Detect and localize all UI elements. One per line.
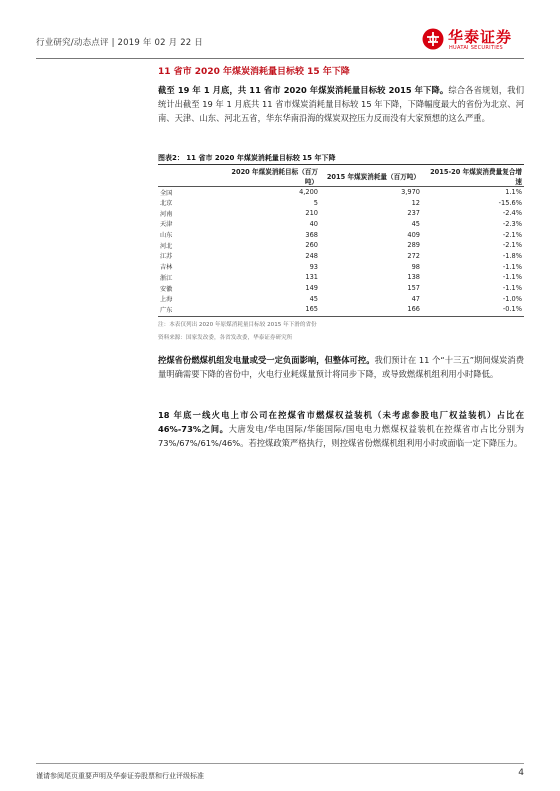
cell-target: 368 [305, 230, 318, 239]
cell-consumption: 289 [407, 241, 420, 250]
table-source: 资料来源：国家发改委，各省发改委，华泰证券研究所 [158, 335, 293, 341]
cell-target: 45 [309, 294, 318, 303]
cell-region: 全国 [160, 189, 173, 197]
paragraph-3-lead: 18 年底一线火电上市公司在控煤省市燃煤权益装机（未考虑参股电厂权益装机）占比在 46%-73%之间。 [158, 410, 524, 434]
cell-consumption: 3,970 [401, 188, 420, 197]
table-row [158, 197, 524, 208]
cell-consumption: 272 [407, 251, 420, 260]
col-header-cagr: 2015-20 年煤炭消费量复合增速 [422, 166, 524, 187]
cell-consumption: 98 [411, 262, 420, 271]
cell-consumption: 237 [407, 209, 420, 218]
cell-target: 131 [305, 273, 318, 282]
paragraph-1 [158, 83, 524, 125]
cell-target: 4,200 [299, 188, 318, 197]
header-divider [36, 58, 524, 59]
cell-cagr: -2.1% [502, 230, 522, 239]
paragraph-2-body: 我们预计在 11 个“十三五”期间煤炭消费量明确需要下降的省份中，火电行业耗煤量预计将同步下降，或导致燃煤机组利用小时降低。 [158, 355, 524, 379]
cell-target: 5 [313, 198, 318, 207]
cell-cagr: -1.1% [502, 273, 522, 282]
col-header-region [158, 166, 220, 187]
paragraph-2 [158, 353, 524, 381]
table-row [158, 208, 524, 219]
cell-cagr: -15.6% [498, 198, 522, 207]
figure-caption: 图表2： 11 省市 2020 年煤炭消耗量目标较 15 年下降 [158, 154, 336, 162]
table-body [158, 187, 524, 315]
table-note: 注：本表仅列出 2020 年原煤消耗量目标较 2015 年下滑的省份 [158, 322, 317, 328]
cell-region: 北京 [160, 200, 173, 208]
cell-cagr: -1.0% [502, 294, 522, 303]
footer-disclaimer: 谨请参阅尾页重要声明及华泰证券股票和行业评级标准 [36, 772, 204, 780]
col-header-2015-consumption: 2015 年煤炭消耗量（百万吨） [320, 166, 422, 187]
footer-divider [36, 763, 524, 764]
cell-cagr: -0.1% [502, 305, 522, 314]
cell-target: 248 [305, 251, 318, 260]
cell-consumption: 45 [411, 219, 420, 228]
table-top-rule [158, 164, 524, 165]
cell-consumption: 47 [411, 294, 420, 303]
paragraph-3 [158, 408, 524, 450]
cell-consumption: 138 [407, 273, 420, 282]
cell-target: 93 [309, 262, 318, 271]
cell-cagr: -1.8% [502, 251, 522, 260]
cell-region: 河南 [160, 210, 173, 218]
table-row [158, 283, 524, 294]
table-row [158, 229, 524, 240]
cell-consumption: 12 [411, 198, 420, 207]
table-row [158, 272, 524, 283]
cell-consumption: 409 [407, 230, 420, 239]
cell-target: 210 [305, 209, 318, 218]
logo-chinese-name: 华泰证券 [448, 28, 513, 46]
cell-target: 149 [305, 284, 318, 293]
col-header-2020-target: 2020 年煤炭消耗目标（百万吨） [220, 166, 320, 187]
company-logo [420, 20, 524, 56]
cell-region: 广东 [160, 306, 173, 314]
cell-cagr: -1.1% [502, 284, 522, 293]
section-title: 11 省市 2020 年煤炭消耗量目标较 15 年下降 [158, 67, 350, 77]
cell-region: 山东 [160, 232, 173, 240]
header-category-date: 行业研究/动态点评 | 2019 年 02 月 22 日 [36, 38, 204, 48]
cell-cagr: 1.1% [505, 188, 522, 197]
cell-region: 河北 [160, 242, 173, 250]
cell-consumption: 157 [407, 284, 420, 293]
paragraph-2-lead: 控煤省份燃煤机组发电量或受一定负面影响，但整体可控。 [158, 355, 375, 365]
table-row [158, 251, 524, 262]
cell-cagr: -2.3% [502, 219, 522, 228]
cell-region: 天津 [160, 221, 173, 229]
paragraph-3-body: 大唐发电/华电国际/华能国际/国电电力燃煤权益装机在控煤省市占比分别为 73%/67%/61%/46%。若控煤政策严格执行，则控煤省份燃煤机组利用小时或面临一定下降压力。 [158, 424, 524, 448]
cell-consumption: 166 [407, 305, 420, 314]
logo-english-name: HUATAI SECURITIES [449, 45, 503, 51]
table-row [158, 187, 524, 198]
page-number: 4 [518, 768, 524, 778]
cell-target: 165 [305, 305, 318, 314]
coal-consumption-table [158, 166, 524, 315]
table-row [158, 304, 524, 315]
huatai-logo-icon [422, 28, 444, 50]
table-header-row [158, 166, 524, 187]
cell-cagr: -1.1% [502, 262, 522, 271]
page-header [36, 20, 524, 56]
cell-cagr: -2.1% [502, 241, 522, 250]
paragraph-1-lead: 截至 19 年 1 月底，共 11 省市 2020 年煤炭消耗量目标较 2015 年下降。 [158, 85, 449, 95]
cell-target: 40 [309, 219, 318, 228]
table-row [158, 240, 524, 251]
table-row [158, 261, 524, 272]
table-row [158, 219, 524, 230]
table-bottom-rule [158, 316, 524, 317]
cell-cagr: -2.4% [502, 209, 522, 218]
cell-region: 浙江 [160, 274, 173, 282]
cell-region: 安徽 [160, 285, 173, 293]
cell-region: 江苏 [160, 253, 173, 261]
cell-region: 吉林 [160, 264, 173, 272]
cell-region: 上海 [160, 296, 173, 304]
cell-target: 260 [305, 241, 318, 250]
paragraph-1-body: 综合各省规划，我们统计出截至 19 年 1 月底共 11 省市煤炭消耗量目标较 15 年下降，下降幅度最大的省份为北京、河南、天津、山东、河北五省，华东华南沿海的煤炭双控压力反而没有大家预想的这么严重。 [158, 85, 524, 123]
table-row [158, 293, 524, 304]
